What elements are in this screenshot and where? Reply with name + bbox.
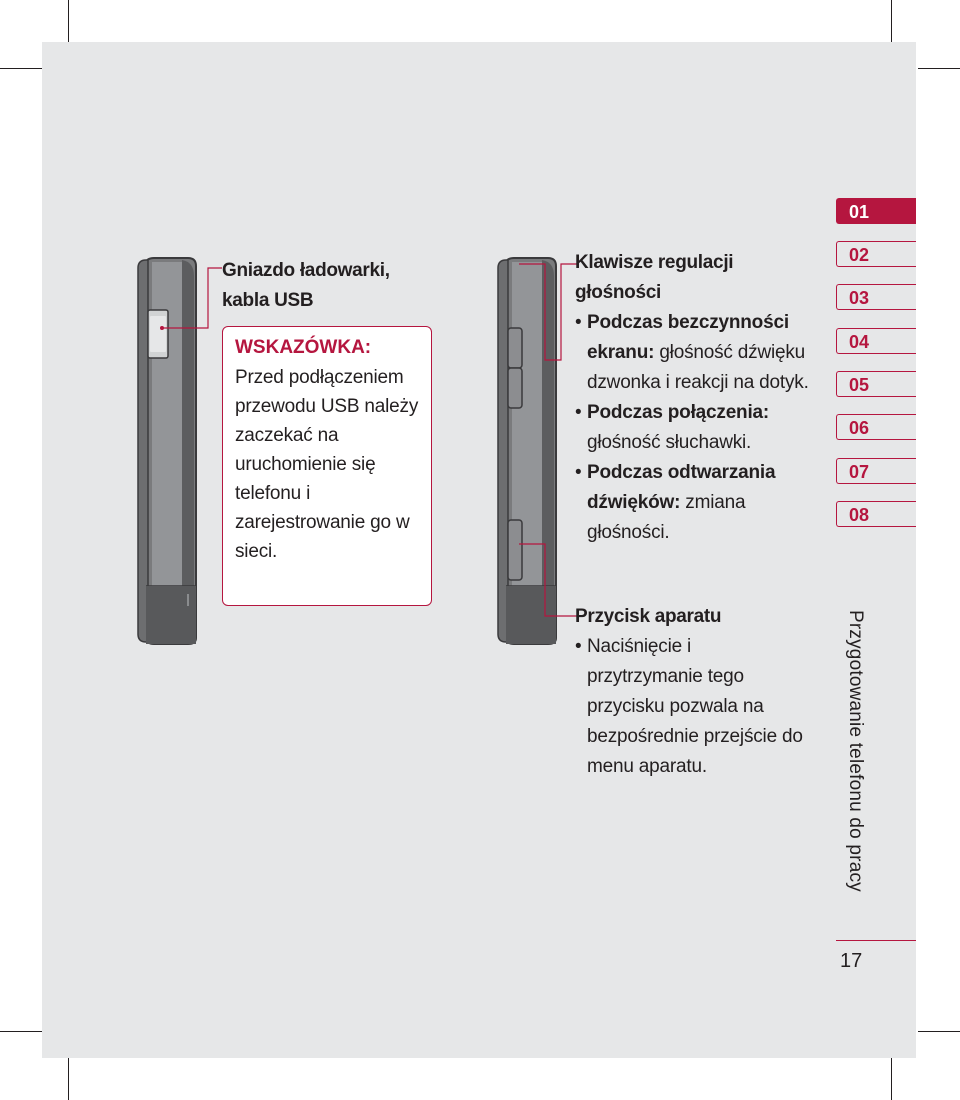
side-title-rule — [836, 940, 916, 941]
crop-mark — [0, 68, 42, 69]
section-side-title: Przygotowanie telefonu do pracy — [845, 610, 866, 892]
page-number: 17 — [840, 950, 863, 972]
list-item: • Podczas połączenia: głośność słuchawki. — [575, 398, 815, 458]
charger-callout-line — [150, 266, 230, 336]
crop-mark — [68, 0, 69, 42]
chapter-tab-02[interactable]: 02 — [836, 241, 916, 267]
volume-keys-list — [575, 308, 815, 548]
chapter-tab-01[interactable]: 01 — [836, 198, 916, 224]
tip-box — [222, 326, 432, 606]
chapter-tab-04[interactable]: 04 — [836, 328, 916, 354]
volume-keys-title: Klawisze regulacji głośności — [575, 252, 734, 303]
camera-button-list — [575, 632, 805, 782]
chapter-tab-03[interactable]: 03 — [836, 284, 916, 310]
list-item: • Naciśnięcie i przytrzymanie tego przycisku pozwala na bezpośrednie przejście do menu aparatu. — [575, 632, 805, 782]
crop-mark — [68, 1058, 69, 1100]
crop-mark — [891, 0, 892, 42]
camera-button-title: Przycisk aparatu — [575, 606, 722, 627]
crop-mark — [918, 68, 960, 69]
volume-keys-section — [575, 248, 815, 548]
chapter-tab-06[interactable]: 06 — [836, 414, 916, 440]
tip-text: Przed podłączeniem przewodu USB należy zaczekać na uruchomienie się telefonu i zarejestrowanie go w sieci. — [235, 367, 419, 562]
charger-port-title: Gniazdo ładowarki, kabla USB — [222, 260, 390, 311]
list-item: • Podczas odtwarzania dźwięków: zmiana głośności. — [575, 458, 815, 548]
camera-button-section — [575, 602, 805, 782]
chapter-tab-05[interactable]: 05 — [836, 371, 916, 397]
list-item: • Podczas bezczynności ekranu: głośność dźwięku dzwonka i reakcji na dotyk. — [575, 308, 815, 398]
chapter-tab-08[interactable]: 08 — [836, 501, 916, 527]
chapter-tab-07[interactable]: 07 — [836, 458, 916, 484]
crop-mark — [918, 1031, 960, 1032]
crop-mark — [891, 1058, 892, 1100]
tip-title: WSKAZÓWKA: — [235, 337, 372, 358]
crop-mark — [0, 1031, 42, 1032]
